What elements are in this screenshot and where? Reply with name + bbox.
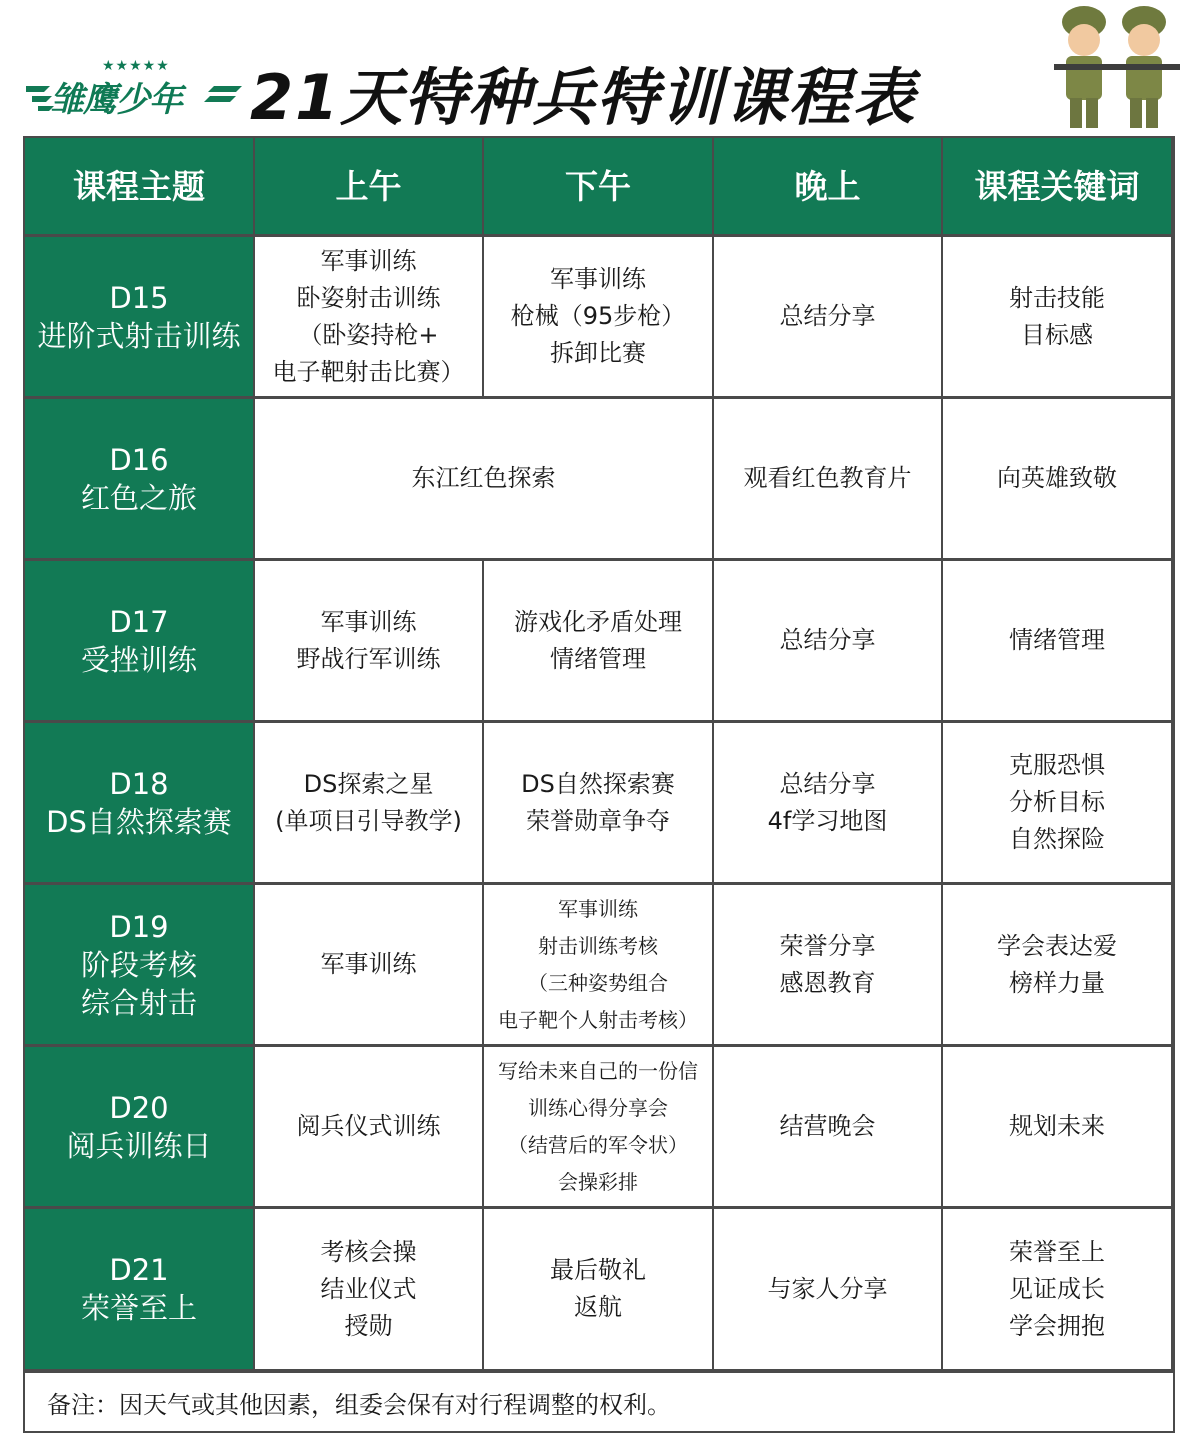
afternoon-cell-line: 荣誉勋章争夺 [526,806,670,835]
morning-cell [255,237,482,396]
topic-cell-line: 受挫训练 [80,642,197,677]
keywords-cell [943,1209,1171,1369]
afternoon-cell-line: 返航 [574,1293,622,1321]
afternoon-cell [484,723,712,882]
morning-cell-line: DS探索之星 [303,769,434,798]
keywords-cell [943,561,1171,720]
keywords-cell [943,885,1171,1044]
morning-cell-line: 军事训练 [320,246,417,275]
morning-cell [255,885,482,1044]
keywords-cell [943,237,1171,396]
morning-cell [255,1209,482,1369]
evening-cell [714,723,941,882]
afternoon-cell-line: DS自然探索赛 [521,769,675,798]
cartoon-soldiers-icon [1052,0,1182,136]
morning-cell-line: 卧姿射击训练 [296,283,441,312]
afternoon-cell-line: （结营后的军令状） [508,1132,688,1157]
afternoon-cell-line: 训练心得分享会 [528,1095,668,1120]
afternoon-cell [484,237,712,396]
topic-cell [25,885,253,1044]
morning-cell [255,561,482,720]
morning-cell-line: 授勋 [344,1311,393,1340]
topic-cell-line: D16 [109,442,169,477]
morning-cell-line: 考核会操 [320,1237,417,1266]
keywords-cell-line: 学会表达爱 [997,931,1117,960]
page-title: 21天特种兵特训课程表 [250,61,917,134]
morning-cell-line: 电子靶射击比赛） [272,357,465,386]
topic-cell [25,1209,253,1369]
afternoon-cell [484,1047,712,1206]
eagle-wings-logo-icon [24,58,244,122]
keywords-cell-line: 见证成长 [1009,1274,1105,1303]
topic-cell-line: D18 [109,766,169,801]
evening-cell-line: 总结分享 [779,302,876,330]
topic-cell-line: 红色之旅 [80,480,197,515]
morning-cell [255,1047,482,1206]
logo-stars: ★★★★★ [102,58,170,74]
evening-cell-line: 感恩教育 [779,968,876,997]
footnote: 备注：因天气或其他因素，组委会保有对行程调整的权利。 [25,1373,1173,1431]
column-header-morning: 上午 [255,138,482,234]
afternoon-cell-line: 情绪管理 [550,644,646,673]
keywords-cell-line: 向英雄致敬 [997,464,1117,492]
morning-cell-line: 军事训练 [320,950,417,978]
keywords-cell-line: 荣誉至上 [1009,1237,1105,1266]
logo-text: 雏鹰少年 [50,80,182,120]
header [0,0,1200,136]
schedule-grid [25,138,1173,1370]
topic-cell [25,399,253,558]
keywords-cell-line: 射击技能 [1009,283,1105,312]
topic-cell-line: D20 [109,1090,169,1125]
afternoon-cell [484,561,712,720]
topic-cell [25,561,253,720]
keywords-cell-line: 分析目标 [1009,788,1105,816]
afternoon-cell-line: 最后敬礼 [550,1256,646,1284]
evening-cell-line: 4f学习地图 [767,806,888,835]
keywords-cell-line: 自然探险 [1009,825,1105,853]
afternoon-cell-line: （三种姿势组合 [528,970,668,995]
afternoon-cell [484,1209,712,1369]
topic-cell [25,723,253,882]
afternoon-cell-line: 军事训练 [558,896,638,921]
topic-cell-line: D15 [109,280,169,315]
morning-cell-line: 野战行军训练 [296,644,441,673]
keywords-cell [943,399,1171,558]
full-day-cell-line: 东江红色探索 [411,464,556,492]
column-header-evening: 晚上 [714,138,941,234]
keywords-cell-line: 学会拥抱 [1009,1311,1105,1340]
evening-cell-line: 结营晚会 [779,1112,876,1140]
topic-cell-line: D21 [109,1253,169,1287]
keywords-cell-line: 情绪管理 [1009,626,1105,654]
topic-cell [25,237,253,396]
afternoon-cell-line: 军事训练 [550,265,646,293]
evening-cell-line: 与家人分享 [767,1274,888,1303]
keywords-cell [943,1047,1171,1206]
evening-cell [714,237,941,396]
afternoon-cell-line: 枪械（95步枪） [510,302,686,330]
afternoon-cell-line: 射击训练考核 [538,933,658,958]
topic-cell [25,1047,253,1206]
keywords-cell-line: 目标感 [1021,320,1093,349]
column-header-keywords: 课程关键词 [943,138,1171,234]
morning-cell-line: 军事训练 [320,607,417,636]
topic-cell-line: D19 [109,909,169,944]
keywords-cell-line: 榜样力量 [1009,968,1105,997]
keywords-cell [943,723,1171,882]
morning-cell-line: （卧姿持枪+ [298,320,439,349]
evening-cell [714,1047,941,1206]
evening-cell [714,399,941,558]
morning-cell-line: 结业仪式 [320,1274,417,1303]
topic-cell-line: DS自然探索赛 [46,804,232,839]
full-day-cell [255,399,712,558]
afternoon-cell-line: 电子靶个人射击考核） [498,1007,698,1032]
keywords-cell-line: 克服恐惧 [1009,751,1105,779]
topic-cell-line: D17 [109,604,169,639]
topic-cell-line: 综合射击 [80,985,197,1020]
keywords-cell-line: 规划未来 [1009,1112,1105,1140]
afternoon-cell [484,885,712,1044]
afternoon-cell-line: 写给未来自己的一份信 [498,1058,698,1083]
evening-cell-line: 观看红色教育片 [743,464,912,492]
column-header-afternoon: 下午 [484,138,712,234]
evening-cell [714,885,941,1044]
schedule-table [23,136,1175,1433]
topic-cell-line: 荣誉至上 [80,1291,197,1325]
evening-cell [714,561,941,720]
morning-cell-line: (单项目引导教学) [275,806,462,835]
evening-cell-line: 总结分享 [779,626,876,654]
topic-cell-line: 阶段考核 [80,947,197,982]
evening-cell-line: 总结分享 [779,769,876,798]
afternoon-cell-line: 游戏化矛盾处理 [514,607,682,636]
morning-cell-line: 阅兵仪式训练 [296,1112,441,1140]
evening-cell-line: 荣誉分享 [779,931,876,960]
afternoon-cell-line: 拆卸比赛 [550,339,646,367]
morning-cell [255,723,482,882]
topic-cell-line: 阅兵训练日 [66,1128,212,1163]
evening-cell [714,1209,941,1369]
afternoon-cell-line: 会操彩排 [558,1169,638,1194]
column-header-topic: 课程主题 [25,138,253,234]
topic-cell-line: 进阶式射击训练 [37,318,241,353]
